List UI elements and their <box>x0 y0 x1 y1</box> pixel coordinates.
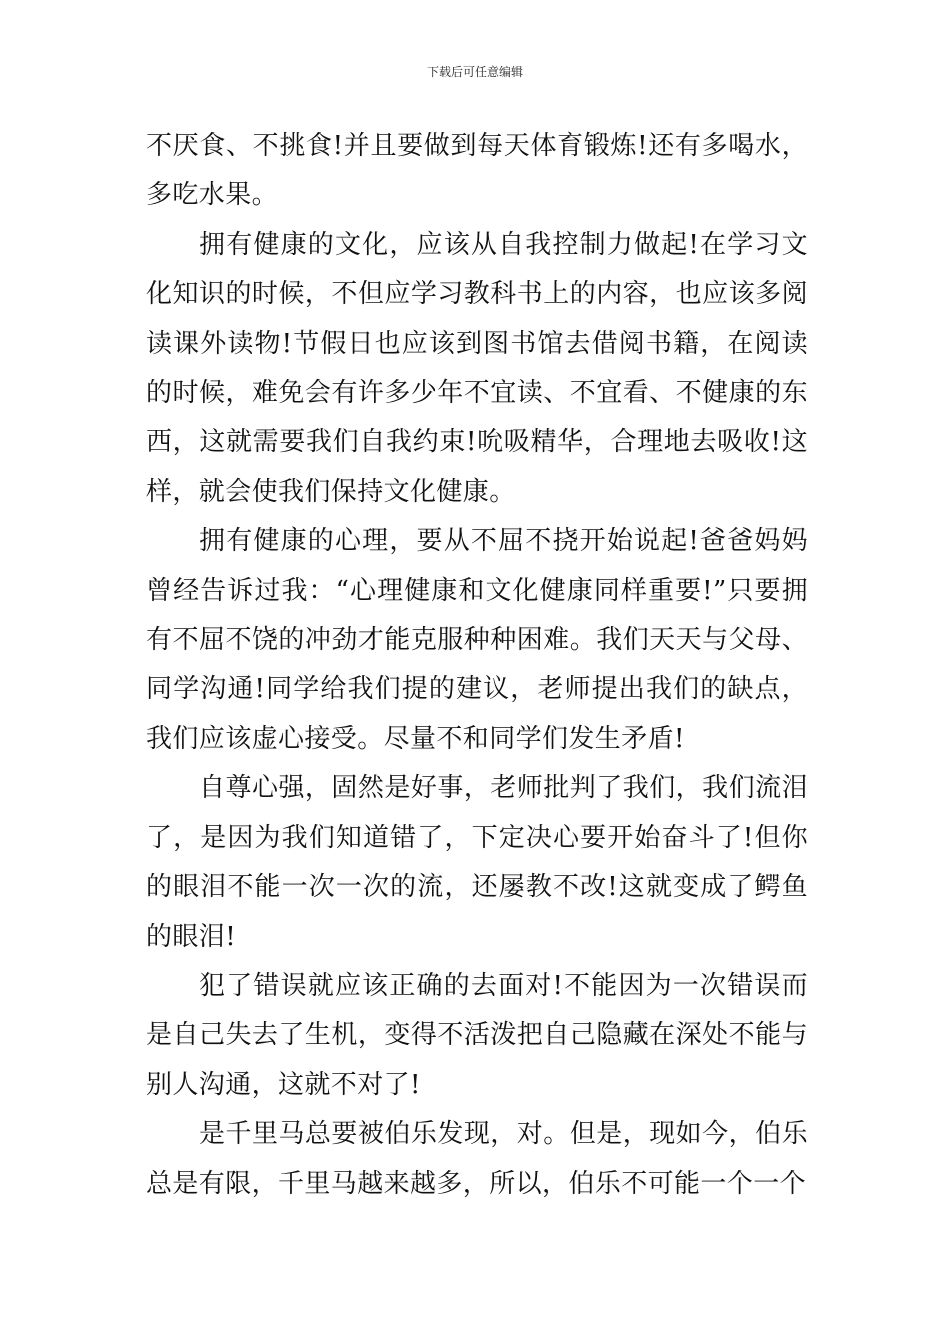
paragraph-self-esteem: 自尊心强，固然是好事，老师批判了我们，我们流泪了，是因为我们知道错了，下定决心要开始奋斗了!但你的眼泪不能一次一次的流，还屡教不改!这就变成了鳄鱼的眼泪! <box>146 773 808 952</box>
document-body <box>146 122 808 1209</box>
paragraph-mental-health: 拥有健康的心理，要从不屈不挠开始说起!爸爸妈妈曾经告诉过我：“心理健康和文化健康同样重要!”只要拥有不屈不饶的冲劲才能克服种种困难。我们天天与父母、同学沟通!同学给我们提的建议，老师提出我们的缺点，我们应该虚心接受。尽量不和同学们发生矛盾! <box>146 526 808 754</box>
paragraph-facing-mistakes: 犯了错误就应该正确的去面对!不能因为一次错误而是自己失去了生机，变得不活泼把自己隐藏在深处不能与别人沟通，这就不对了! <box>146 970 808 1100</box>
paragraph-talent-horse: 是千里马总要被伯乐发现，对。但是，现如今，伯乐总是有限，千里马越来越多，所以，伯乐不可能一个一个 <box>146 1119 808 1199</box>
paragraph-diet: 不厌食、不挑食!并且要做到每天体育锻炼!还有多喝水，多吃水果。 <box>146 131 808 211</box>
page-header: 下载后可任意编辑 <box>426 65 523 79</box>
paragraph-cultural-health: 拥有健康的文化，应该从自我控制力做起!在学习文化知识的时候，不但应学习教科书上的内容，也应该多阅读课外读物!节假日也应该到图书馆去借阅书籍，在阅读的时候，难免会有许多少年不宜读、不宜看、不健康的东西，这就需要我们自我约束!吮吸精华，合理地去吸收!这样，就会使我们保持文化健康。 <box>146 229 808 507</box>
